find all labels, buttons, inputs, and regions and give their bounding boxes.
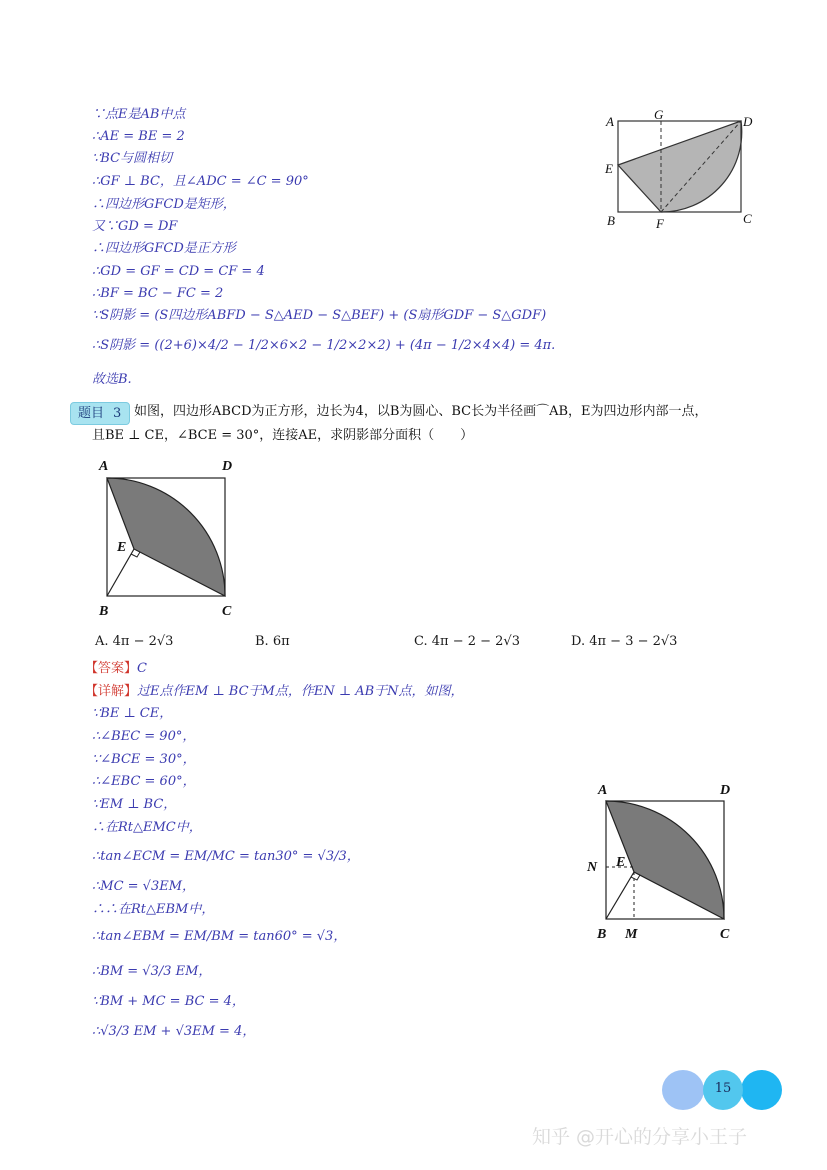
detail-line: ∴在Rt△EMC中， — [92, 820, 202, 835]
detail-line: ∴∴在Rt△EBM中， — [92, 902, 215, 917]
solution-line: ∴GF ⊥ BC，且∠ADC = ∠C = 90° — [92, 174, 309, 189]
question-text-line1: 如图，四边形ABCD为正方形，边长为4，以B为圆心、BC长为半径画⌒AB，E为四边形内部一点， — [134, 404, 708, 419]
label-d: D — [222, 459, 233, 474]
figure-square-arc-auxiliary — [584, 778, 744, 948]
solution-line: ∴GD = GF = CD = CF = 4 — [92, 264, 265, 279]
detail-line: ∴BM = √3/3 EM， — [92, 964, 212, 979]
question-tag — [70, 402, 130, 425]
label-c: C — [743, 211, 752, 226]
segment-be — [606, 872, 634, 919]
detail-line: ∵∠BCE = 30°， — [92, 752, 196, 767]
label-d: D — [743, 114, 753, 129]
option-d[interactable]: D. 4π − 3 − 2√3 — [571, 634, 678, 649]
option-b[interactable]: B. 6π — [255, 634, 290, 649]
label-n: N — [587, 860, 598, 875]
answer-line — [85, 660, 147, 678]
solution-line: ∴AE = BE = 2 — [92, 129, 185, 144]
shaded-region — [107, 478, 225, 596]
label-g: G — [654, 107, 664, 122]
label-b: B — [607, 213, 615, 228]
label-b: B — [99, 604, 109, 619]
question-number: 3 — [113, 406, 122, 421]
detail-line: ∴MC = √3EM， — [92, 879, 196, 894]
solution-line: ∴四边形GFCD是矩形， — [92, 197, 236, 212]
label-m: M — [625, 927, 638, 942]
label-a: A — [598, 783, 608, 798]
answer-label: 【答案】 — [85, 661, 138, 676]
detail-line: ∴∠EBC = 60°， — [92, 774, 196, 789]
label-f: F — [656, 216, 664, 231]
circle-decoration — [741, 1070, 782, 1110]
detail-line: ∵EM ⊥ BC， — [92, 797, 177, 812]
solution-line: ∴BF = BC − FC = 2 — [92, 286, 224, 301]
solution-line: ∴四边形GFCD是正方形 — [92, 241, 236, 256]
circle-decoration — [662, 1070, 704, 1110]
label-d: D — [720, 783, 731, 798]
detail-first: 过E点作EM ⊥ BC于M点，作EN ⊥ AB于N点，如图， — [137, 684, 464, 699]
solution-line: ∵S阴影 = (S四边形ABFD − S△AED − S△BEF) + (S扇形GDF − S△GDF) — [92, 308, 547, 323]
detail-line: ∵BM + MC = BC = 4， — [92, 994, 245, 1009]
segment-be — [107, 549, 134, 596]
detail-line: ∴tan∠EBM = EM/BM = tan60° = √3， — [92, 929, 347, 944]
label-e: E — [605, 161, 613, 176]
label-a: A — [99, 459, 109, 474]
page-number: 15 — [714, 1081, 732, 1096]
detail-line: ∴tan∠ECM = EM/MC = tan30° = √3/3， — [92, 849, 360, 864]
watermark: 知乎 @开心的分享小王子 — [532, 1126, 748, 1148]
solution-line: ∵点E是AB中点 — [92, 107, 186, 122]
detail-first-line — [85, 683, 464, 701]
label-e: E — [117, 540, 127, 555]
solution-line: ∵BC与圆相切 — [92, 151, 173, 166]
question-text-line2: 且BE ⊥ CE，∠BCE = 30°，连接AE，求阴影部分面积（ ） — [92, 428, 474, 443]
solution-line: ∴S阴影 = ((2+6)×4/2 − 1/2×6×2 − 1/2×2×2) + (4π − 1/2×4×4) = 4π. — [92, 338, 556, 353]
figure-rectangle-sector — [598, 105, 758, 235]
detail-line: ∵BE ⊥ CE， — [92, 706, 173, 721]
shaded-region — [618, 121, 742, 212]
label-a: A — [606, 114, 614, 129]
detail-label: 【详解】 — [85, 684, 138, 699]
question-tag-label: 题目 — [78, 406, 105, 421]
detail-line: ∴∠BEC = 90°， — [92, 729, 196, 744]
detail-line: ∴√3/3 EM + √3EM = 4， — [92, 1024, 256, 1039]
label-c: C — [222, 604, 232, 619]
option-c[interactable]: C. 4π − 2 − 2√3 — [414, 634, 520, 649]
answer-value: C — [137, 661, 147, 676]
label-c: C — [720, 927, 730, 942]
figure-square-arc — [95, 455, 245, 620]
solution-line: 故选B. — [92, 372, 132, 387]
label-b: B — [597, 927, 607, 942]
label-e: E — [616, 855, 626, 870]
option-a[interactable]: A. 4π − 2√3 — [95, 634, 174, 649]
solution-line: 又∵GD = DF — [92, 219, 178, 234]
